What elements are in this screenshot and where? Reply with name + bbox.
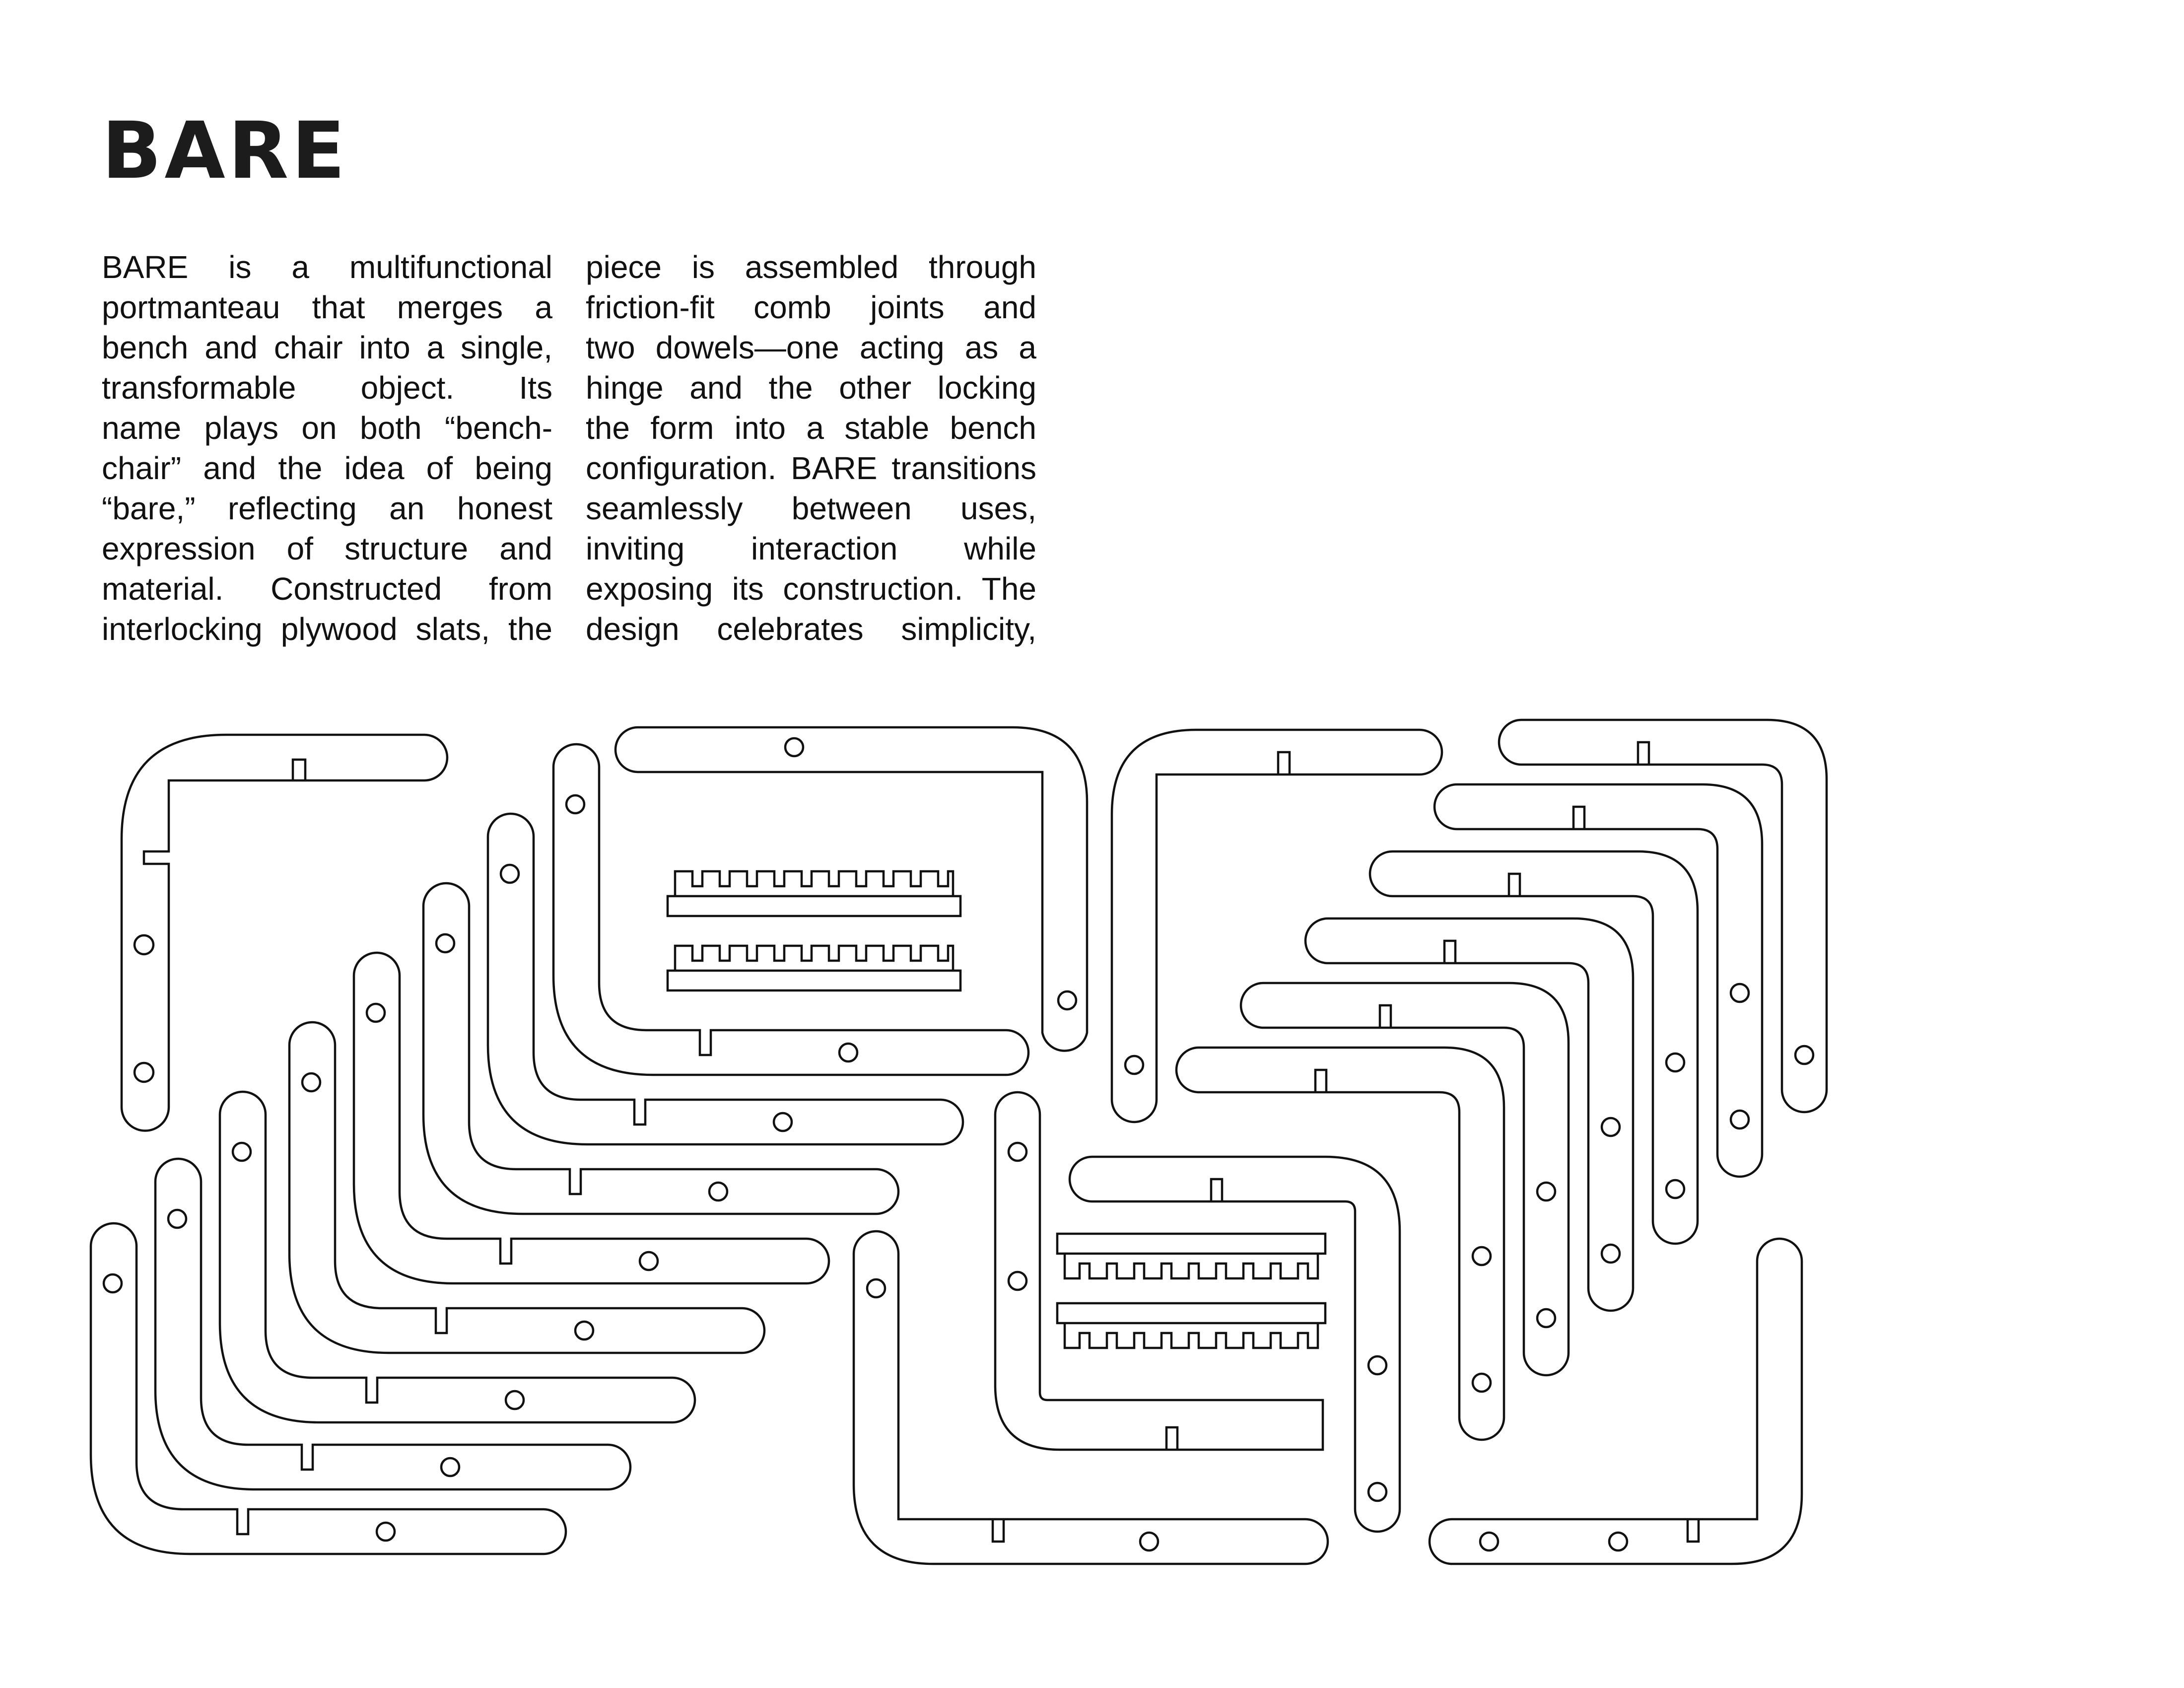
dowel-hole (1473, 1247, 1491, 1265)
dowel-hole (1368, 1356, 1386, 1374)
dowel-hole (1140, 1533, 1158, 1550)
bracket-part (289, 1022, 764, 1353)
page-title: BARE (102, 105, 348, 197)
dowel-hole (377, 1523, 395, 1541)
dowel-hole (233, 1143, 251, 1161)
dowel-hole (1125, 1056, 1143, 1074)
dowel-hole (640, 1252, 658, 1270)
comb-joint-strip (1057, 1234, 1325, 1254)
dowel-hole (367, 1004, 385, 1022)
dowel-hole (1058, 991, 1076, 1009)
body-text-column-2: piece is assembled through friction-fit comb joints and two dowels—one acting as a hinge and the other locking the form into a stable bench configuration. BARE transitions seamlessly between uses, inviting interaction while exposing its construction. The design celebrates simplicity, (586, 249, 1036, 647)
dowel-hole (302, 1073, 320, 1091)
dowel-hole (501, 865, 519, 883)
dowel-hole (1731, 1111, 1749, 1128)
bracket-part (488, 814, 963, 1144)
comb-joint-strips-upper (668, 871, 960, 990)
bracket-part (1176, 1048, 1504, 1440)
dowel-hole (774, 1113, 792, 1131)
bracket-part (854, 1231, 1328, 1564)
bracket-stack-left (91, 744, 1028, 1554)
dowel-hole (135, 1063, 153, 1082)
bracket-part (1112, 730, 1442, 1122)
dowel-hole (709, 1183, 727, 1200)
comb-teeth (675, 871, 953, 896)
dowel-hole (1666, 1054, 1684, 1071)
dowel-hole (1537, 1183, 1555, 1200)
bracket-part (553, 744, 1028, 1075)
dowel-hole (104, 1274, 122, 1292)
comb-joint-strip (1057, 1303, 1325, 1323)
dowel-hole (839, 1044, 857, 1061)
dowel-hole (1368, 1483, 1386, 1501)
bracket-part (354, 953, 829, 1283)
dowel-hole (566, 795, 584, 813)
dowel-hole (1473, 1374, 1491, 1392)
dowel-hole (506, 1391, 524, 1409)
bracket-part (1241, 983, 1569, 1375)
comb-teeth (1065, 1323, 1318, 1348)
dowel-hole (1609, 1533, 1627, 1550)
dowel-hole (1537, 1309, 1555, 1327)
body-text-column-1: BARE is a multifunctional portmanteau that merges a bench and chair into a single, transformable object. Its name plays on both “bench- chair” and the idea of being “bare,” reflecting an honest expression of structure and material. Constructed from interlocking plywood slats, the (102, 249, 552, 647)
bracket-stack-right (1176, 720, 1827, 1440)
bracket-part (1434, 784, 1762, 1177)
bracket-part (220, 1092, 695, 1422)
bracket-part (1070, 1157, 1400, 1532)
comb-joint-strip (668, 971, 960, 990)
dowel-hole (135, 935, 153, 954)
dowel-hole (575, 1322, 593, 1339)
bracket-part (995, 1092, 1323, 1450)
comb-joint-strips-lower (1057, 1234, 1325, 1348)
dowel-hole (1602, 1118, 1620, 1136)
dowel-hole (1795, 1046, 1813, 1064)
comb-teeth (675, 946, 953, 971)
dowel-hole (1602, 1245, 1620, 1263)
bracket-part (423, 883, 898, 1214)
dowel-hole (1480, 1533, 1498, 1550)
dowel-hole (168, 1210, 186, 1228)
dowel-hole (436, 934, 454, 952)
dowel-hole (785, 738, 803, 756)
dowel-hole (1009, 1272, 1026, 1290)
bracket-part (615, 727, 1087, 1051)
comb-teeth (1065, 1254, 1318, 1278)
dowel-hole (1731, 984, 1749, 1002)
bracket-part (122, 735, 447, 1130)
bracket-part (1430, 1239, 1802, 1564)
bracket-part (1499, 720, 1827, 1112)
dowel-hole (1009, 1143, 1026, 1161)
bracket-part (155, 1159, 630, 1489)
bracket-part (91, 1223, 566, 1554)
dowel-hole (1666, 1180, 1684, 1198)
comb-joint-strip (668, 896, 960, 916)
dowel-hole (867, 1279, 885, 1297)
dowel-hole (441, 1458, 459, 1476)
